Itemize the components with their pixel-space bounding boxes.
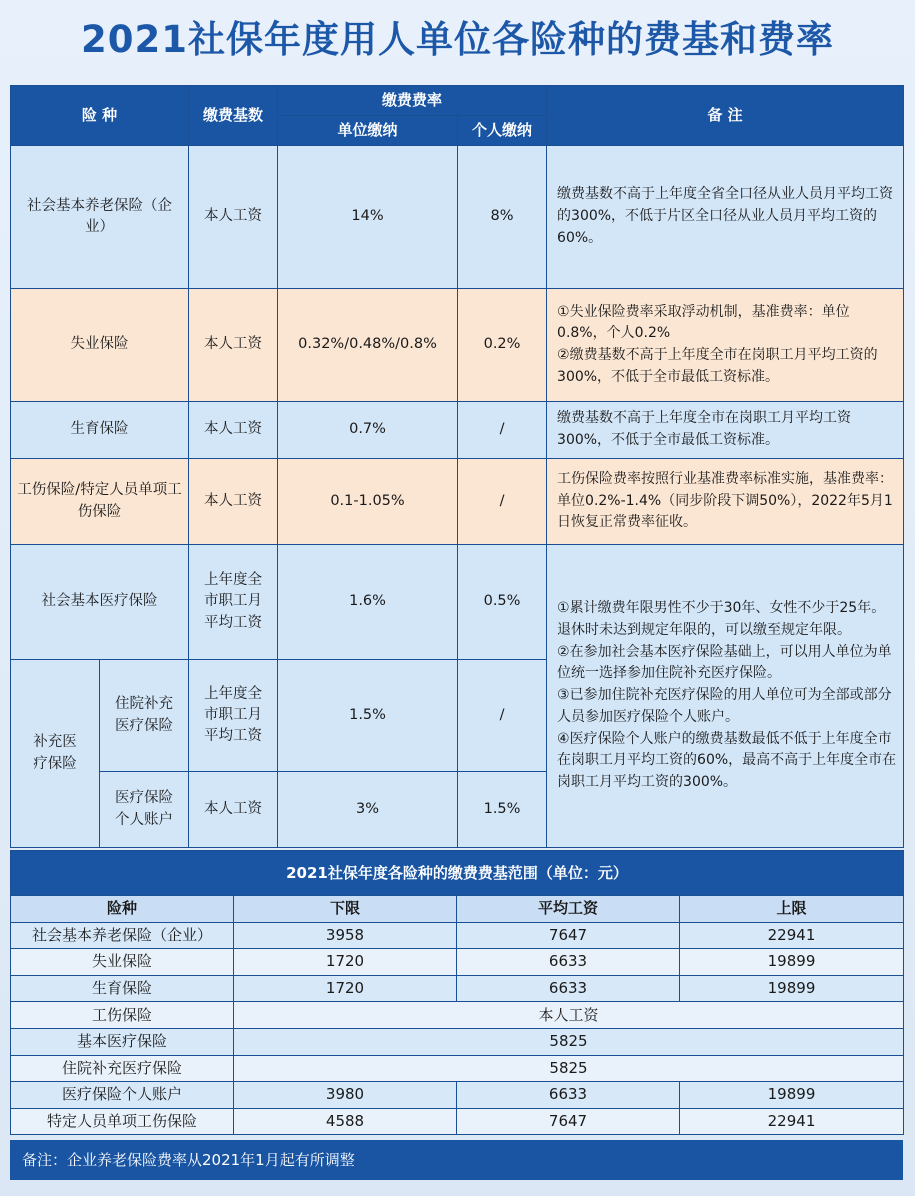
header-personal: 个人缴纳 [458, 116, 547, 146]
table-row [11, 1108, 904, 1135]
range-cell-name: 住院补充医疗保险 [11, 1055, 234, 1082]
page-title: 2021社保年度用人单位各险种的费基和费率 [81, 18, 834, 61]
hospital-base: 上年度全市职工月平均工资 [189, 660, 278, 772]
header-unit: 单位缴纳 [278, 116, 458, 146]
range-cell-avg: 6633 [457, 975, 680, 1002]
range-cell-name: 医疗保险个人账户 [11, 1082, 234, 1109]
range-cell-high: 19899 [680, 949, 904, 976]
range-cell-name: 生育保险 [11, 975, 234, 1002]
medical-note-4: ④医疗保险个人账户的缴费基数最低不低于上年度全市在岗职工月平均工资的60%，最高不高于上年度全市在岗职工月平均工资的300%。 [557, 730, 897, 790]
injury-name: 工伤保险/特定人员单项工伤保险 [11, 459, 189, 545]
unemployment-note-2: ②缴费基数不高于上年度全市在岗职工月平均工资的300%，不低于全市最低工资标准。 [557, 347, 878, 385]
header-base: 缴费基数 [189, 86, 278, 146]
medical-note-1: ①累计缴费年限男性不少于30年、女性不少于25年。退休时未达到规定年限的，可以缴至规定年限。 [557, 600, 886, 639]
table-row [11, 922, 904, 949]
pension-unit: 14% [278, 146, 458, 289]
range-cell-high: 22941 [680, 922, 904, 949]
range-cell-avg: 6633 [457, 949, 680, 976]
range-cell-merged: 5825 [234, 1028, 904, 1055]
table-row [11, 1055, 904, 1082]
maternity-note: 缴费基数不高于上年度全市在岗职工月平均工资300%，不低于全市最低工资标准。 [547, 402, 904, 459]
range-cell-low: 3958 [234, 922, 457, 949]
table-row [11, 545, 904, 660]
medical-note [547, 545, 904, 848]
table-row [11, 289, 904, 402]
medical-base: 上年度全市职工月平均工资 [189, 545, 278, 660]
range-cell-low: 3980 [234, 1082, 457, 1109]
range-cell-high: 19899 [680, 1082, 904, 1109]
unemployment-base: 本人工资 [189, 289, 278, 402]
table-row [11, 1002, 904, 1029]
maternity-base: 本人工资 [189, 402, 278, 459]
range-table [10, 850, 904, 1135]
table-row [11, 146, 904, 289]
injury-personal: / [458, 459, 547, 545]
unemployment-unit: 0.32%/0.48%/0.8% [278, 289, 458, 402]
pension-personal: 8% [458, 146, 547, 289]
table-row [11, 1028, 904, 1055]
injury-note: 工伤保险费率按照行业基准费率标准实施，基准费率：单位0.2%-1.4%（同步阶段下调50%），2022年5月1日恢复正常费率征收。 [547, 459, 904, 545]
pension-name: 社会基本养老保险（企业） [11, 146, 189, 289]
range-header-avg: 平均工资 [457, 896, 680, 923]
range-cell-low: 4588 [234, 1108, 457, 1135]
pension-base: 本人工资 [189, 146, 278, 289]
range-cell-merged: 本人工资 [234, 1002, 904, 1029]
hospital-name: 住院补充医疗保险 [100, 660, 189, 772]
account-personal: 1.5% [458, 772, 547, 848]
range-cell-avg: 6633 [457, 1082, 680, 1109]
range-cell-low: 1720 [234, 975, 457, 1002]
range-cell-name: 基本医疗保险 [11, 1028, 234, 1055]
unemployment-personal: 0.2% [458, 289, 547, 402]
table-row [11, 459, 904, 545]
hospital-unit: 1.5% [278, 660, 458, 772]
range-cell-name: 特定人员单项工伤保险 [11, 1108, 234, 1135]
unemployment-name: 失业保险 [11, 289, 189, 402]
medical-note-2: ②在参加社会基本医疗保险基础上，可以用人单位为单位统一选择参加住院补充医疗保险。 [557, 643, 892, 682]
range-cell-name: 社会基本养老保险（企业） [11, 922, 234, 949]
account-base: 本人工资 [189, 772, 278, 848]
range-cell-name: 工伤保险 [11, 1002, 234, 1029]
range-cell-high: 22941 [680, 1108, 904, 1135]
table-row [11, 975, 904, 1002]
rate-table [10, 85, 904, 848]
maternity-personal: / [458, 402, 547, 459]
account-name: 医疗保险个人账户 [100, 772, 189, 848]
range-table-caption: 2021社保年度各险种的缴费费基范围（单位：元） [11, 851, 904, 896]
header-note: 备 注 [547, 86, 904, 146]
table-row [11, 1082, 904, 1109]
range-header-type: 险种 [11, 896, 234, 923]
range-cell-avg: 7647 [457, 1108, 680, 1135]
footer-note: 备注：企业养老保险费率从2021年1月起有所调整 [10, 1140, 903, 1180]
table-row [11, 402, 904, 459]
header-type: 险 种 [11, 86, 189, 146]
range-cell-merged: 5825 [234, 1055, 904, 1082]
range-header-low: 下限 [234, 896, 457, 923]
medical-name: 社会基本医疗保险 [11, 545, 189, 660]
pension-note: 缴费基数不高于上年度全省全口径从业人员月平均工资的300%，不低于片区全口径从业人员月平均工资的60%。 [547, 146, 904, 289]
account-unit: 3% [278, 772, 458, 848]
injury-unit: 0.1-1.05% [278, 459, 458, 545]
table-row [11, 949, 904, 976]
range-cell-avg: 7647 [457, 922, 680, 949]
range-cell-low: 1720 [234, 949, 457, 976]
maternity-name: 生育保险 [11, 402, 189, 459]
maternity-unit: 0.7% [278, 402, 458, 459]
injury-base: 本人工资 [189, 459, 278, 545]
header-rate: 缴费费率 [278, 86, 547, 116]
medical-personal: 0.5% [458, 545, 547, 660]
medical-note-3: ③已参加住院补充医疗保险的用人单位可为全部或部分人员参加医疗保险个人账户。 [557, 687, 892, 725]
medical-unit: 1.6% [278, 545, 458, 660]
range-cell-high: 19899 [680, 975, 904, 1002]
unemployment-note [547, 289, 904, 402]
range-header-high: 上限 [680, 896, 904, 923]
hospital-personal: / [458, 660, 547, 772]
range-cell-name: 失业保险 [11, 949, 234, 976]
unemployment-note-1: ①失业保险费率采取浮动机制，基准费率：单位0.8%，个人0.2% [557, 303, 850, 342]
supplement-name: 补充医疗保险 [11, 660, 100, 848]
